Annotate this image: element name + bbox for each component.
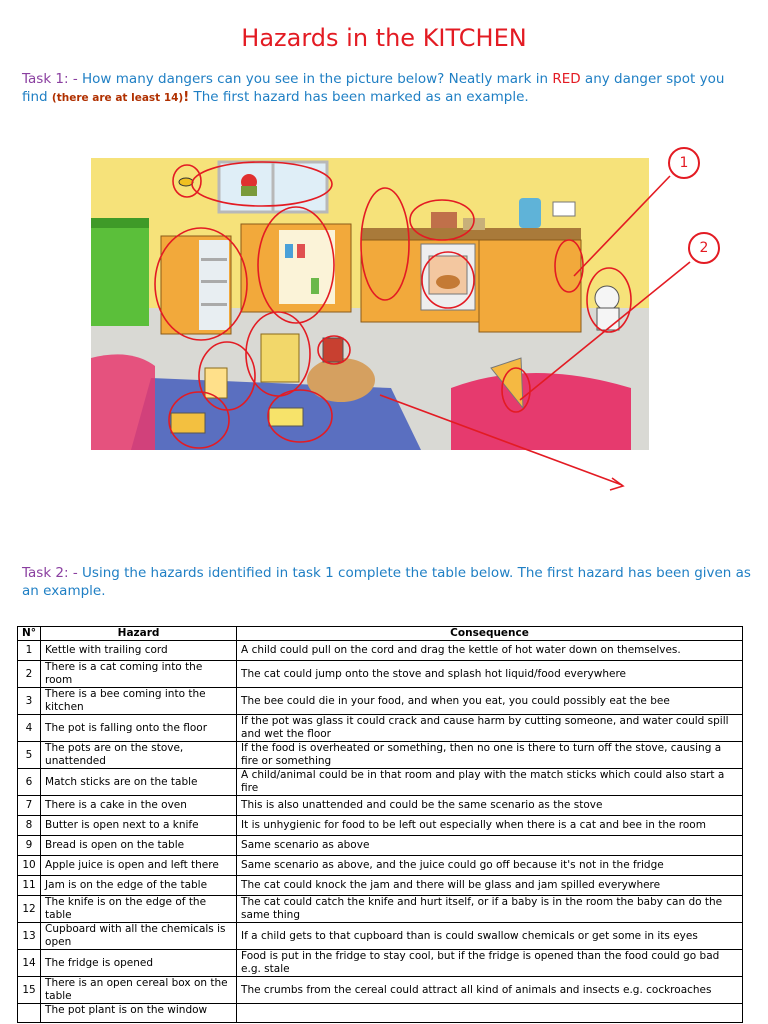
jam-jar-icon bbox=[323, 338, 343, 362]
consequence-cell bbox=[237, 1004, 743, 1023]
consequence-cell: Same scenario as above bbox=[237, 836, 743, 856]
consequence-cell: Same scenario as above, and the juice could go off because it's not in the fridge bbox=[237, 856, 743, 876]
task-2-text: Using the hazards identified in task 1 complete the table below. The first hazard has been given as an example. bbox=[22, 565, 751, 599]
hazard-cell: Cupboard with all the chemicals is open bbox=[41, 923, 237, 950]
consequence-cell: Food is put in the fridge to stay cool, but if the fridge is opened than the food could go bad e.g. stale bbox=[237, 950, 743, 977]
hazard-cell: Jam is on the edge of the table bbox=[41, 876, 237, 896]
consequence-cell: If the food is overheated or something, then no one is there to turn off the stove, causing a fire or something bbox=[237, 742, 743, 769]
row-number: 14 bbox=[18, 950, 41, 977]
task-1-note: (there are at least 14) bbox=[51, 92, 184, 104]
task-2-instructions bbox=[22, 564, 752, 600]
task-1-instructions bbox=[22, 70, 752, 107]
marker-1: 1 bbox=[668, 147, 700, 179]
hazard-cell: Bread is open on the table bbox=[41, 836, 237, 856]
consequence-cell: The cat could knock the jam and there will be glass and jam spilled everywhere bbox=[237, 876, 743, 896]
row-number: 13 bbox=[18, 923, 41, 950]
row-number: 2 bbox=[18, 661, 41, 688]
consequence-cell: If a child gets to that cupboard than is could swallow chemicals or get some in its eyes bbox=[237, 923, 743, 950]
hazard-cell: The pot plant is on the window bbox=[41, 1004, 237, 1023]
consequence-cell: It is unhygienic for food to be left out especially when there is a cat and bee in the room bbox=[237, 816, 743, 836]
task-1-exclaim: ! bbox=[183, 90, 190, 105]
fridge-icon bbox=[161, 236, 231, 334]
consequence-cell: The bee could die in your food, and when you eat, you could possibly eat the bee bbox=[237, 688, 743, 715]
bee-icon bbox=[179, 178, 193, 186]
marker-2: 2 bbox=[688, 232, 720, 264]
flower-pot-icon bbox=[241, 174, 257, 196]
table-row bbox=[18, 816, 743, 836]
bread-icon bbox=[307, 358, 375, 402]
table-row bbox=[18, 715, 743, 742]
table-row bbox=[18, 876, 743, 896]
table-row bbox=[18, 977, 743, 1004]
cat-icon bbox=[595, 286, 619, 330]
table-row bbox=[18, 688, 743, 715]
task-1-text-c: The first hazard has been marked as an example. bbox=[189, 89, 529, 105]
row-number: 10 bbox=[18, 856, 41, 876]
row-number: 9 bbox=[18, 836, 41, 856]
hazard-cell: The pots are on the stove, unattended bbox=[41, 742, 237, 769]
col-hazard: Hazard bbox=[41, 627, 237, 641]
hazard-cell: The pot is falling onto the floor bbox=[41, 715, 237, 742]
task-1-text-b: any danger spot you find bbox=[22, 71, 725, 105]
task-1-red-word: RED bbox=[552, 71, 581, 87]
col-consequence: Consequence bbox=[237, 627, 743, 641]
row-number: 1 bbox=[18, 641, 41, 661]
row-number: 12 bbox=[18, 896, 41, 923]
task-1-text-a: How many dangers can you see in the picture below? Neatly mark in bbox=[77, 71, 553, 87]
hazard-cell: The fridge is opened bbox=[41, 950, 237, 977]
table-row bbox=[18, 896, 743, 923]
consequence-cell: This is also unattended and could be the same scenario as the stove bbox=[237, 796, 743, 816]
row-number: 15 bbox=[18, 977, 41, 1004]
table-row bbox=[18, 769, 743, 796]
row-number: 5 bbox=[18, 742, 41, 769]
page-title: Hazards in the KITCHEN bbox=[241, 24, 527, 52]
row-number: 11 bbox=[18, 876, 41, 896]
hazard-cell: Apple juice is open and left there bbox=[41, 856, 237, 876]
consequence-cell: If the pot was glass it could crack and cause harm by cutting someone, and water could spill and wet the floor bbox=[237, 715, 743, 742]
hazard-cell: There is a cat coming into the room bbox=[41, 661, 237, 688]
table-row bbox=[18, 742, 743, 769]
row-number: 8 bbox=[18, 816, 41, 836]
chair-icon bbox=[91, 354, 155, 450]
table-row bbox=[18, 856, 743, 876]
hazard-cell: Butter is open next to a knife bbox=[41, 816, 237, 836]
hazard-cell: There is an open cereal box on the table bbox=[41, 977, 237, 1004]
hazards-table bbox=[17, 626, 743, 1023]
row-number: 7 bbox=[18, 796, 41, 816]
hazard-cell: Kettle with trailing cord bbox=[41, 641, 237, 661]
kitchen-illustration bbox=[91, 158, 649, 450]
consequence-cell: The crumbs from the cereal could attract all kind of animals and insects e.g. cockroaches bbox=[237, 977, 743, 1004]
hazard-cell: Match sticks are on the table bbox=[41, 769, 237, 796]
table-row bbox=[18, 661, 743, 688]
consequence-cell: A child could pull on the cord and drag the kettle of hot water down on themselves. bbox=[237, 641, 743, 661]
row-number: 3 bbox=[18, 688, 41, 715]
cereal-box-icon bbox=[261, 334, 299, 382]
butter-icon bbox=[269, 408, 303, 426]
table-row bbox=[18, 796, 743, 816]
col-number: N° bbox=[18, 627, 41, 641]
matchbox-icon bbox=[171, 413, 205, 433]
hazard-cell: There is a bee coming into the kitchen bbox=[41, 688, 237, 715]
hazard-cell: The knife is on the edge of the table bbox=[41, 896, 237, 923]
row-number: 6 bbox=[18, 769, 41, 796]
row-number: 4 bbox=[18, 715, 41, 742]
task-1-label: Task 1: - bbox=[22, 71, 78, 87]
row-number bbox=[18, 1004, 41, 1023]
table-row bbox=[18, 641, 743, 661]
table-row bbox=[18, 923, 743, 950]
task-2-label: Task 2: - bbox=[22, 565, 78, 581]
consequence-cell: A child/animal could be in that room and play with the match sticks which could also start a fire bbox=[237, 769, 743, 796]
consequence-cell: The cat could jump onto the stove and splash hot liquid/food everywhere bbox=[237, 661, 743, 688]
consequence-cell: The cat could catch the knife and hurt itself, or if a baby is in the room the baby can do the same thing bbox=[237, 896, 743, 923]
table-row bbox=[18, 836, 743, 856]
table-row bbox=[18, 1004, 743, 1023]
table-row bbox=[18, 950, 743, 977]
hazard-cell: There is a cake in the oven bbox=[41, 796, 237, 816]
